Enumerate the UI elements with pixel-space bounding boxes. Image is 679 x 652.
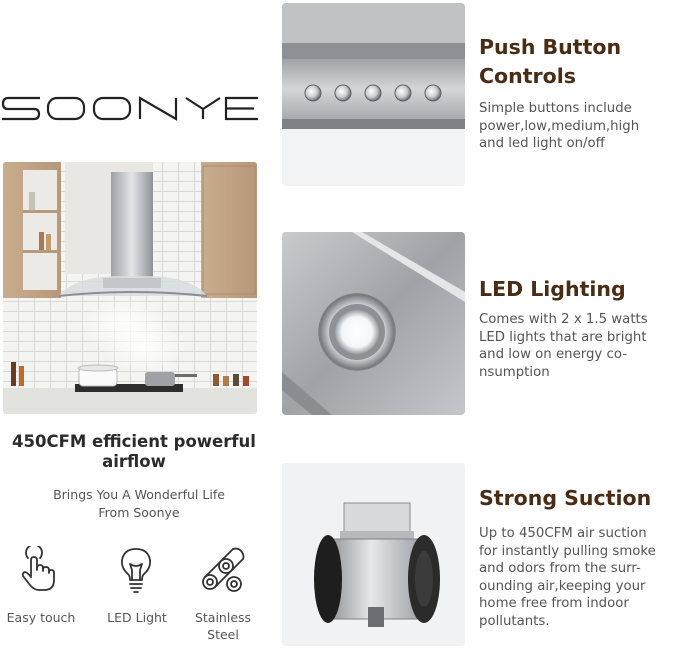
- badge-easy-touch: [0, 609, 82, 626]
- feature-suction-desc-line: ounding air,keeping your: [479, 578, 646, 594]
- feature-suction-desc-line: for instantly pulling smoke: [479, 543, 656, 559]
- feature-suction-title-line1: Strong Suction: [479, 486, 652, 510]
- feature-push-button-title-line1: Push Button: [479, 35, 622, 59]
- feature-led-desc: [479, 311, 679, 381]
- badge-led-light: [98, 609, 176, 626]
- badge-led-light-line1: LED Light: [107, 610, 167, 625]
- hero-tagline-line2: From Soonye: [98, 505, 180, 520]
- hero-tagline: [0, 486, 278, 522]
- hero-tagline-line1: Brings You A Wonderful Life: [53, 487, 225, 502]
- hero-headline-line1: 450CFM efficient powerful: [12, 432, 256, 451]
- hero-headline-line2: airflow: [102, 452, 166, 471]
- badge-easy-touch-line1: Easy touch: [6, 610, 76, 625]
- feature-push-button-desc-line: power,low,medium,high: [479, 118, 640, 134]
- feature-led-desc-line: LED lights that are bright: [479, 329, 647, 345]
- feature-suction-desc-line: Up to 450CFM air suction: [479, 526, 647, 541]
- soonye-logo: [0, 88, 262, 124]
- hand-touch-icon: [14, 546, 62, 594]
- feature-led-desc-line: nsumption: [479, 364, 550, 380]
- badge-stainless-steel-line2: Steel: [207, 627, 239, 642]
- feature-suction-title: [479, 484, 679, 513]
- feature-push-button-title-line2: Controls: [479, 64, 576, 88]
- feature-push-button-desc-line: and led light on/off: [479, 136, 605, 151]
- feature-suction-desc-line: pollutants.: [479, 613, 550, 629]
- suction-motor-photo: [282, 463, 465, 646]
- steel-pipes-icon: [198, 546, 246, 594]
- feature-push-button-title: [479, 33, 679, 91]
- feature-led-title: [479, 275, 679, 304]
- feature-push-button-desc: [479, 100, 679, 153]
- push-button-panel-photo: [282, 3, 465, 186]
- feature-suction-desc-line: home free from indoor: [479, 596, 629, 611]
- lightbulb-icon: [112, 546, 160, 594]
- badge-stainless-steel-line1: Stainless: [194, 610, 252, 625]
- kitchen-range-hood-photo: [3, 162, 257, 414]
- feature-suction-desc-line: and odors from the surr-: [479, 561, 641, 576]
- badge-stainless-steel: [186, 609, 260, 643]
- feature-led-desc-line: Comes with 2 x 1.5 watts: [479, 312, 648, 327]
- feature-suction-desc: [479, 525, 679, 630]
- feature-led-desc-line: and low on energy co-: [479, 347, 628, 362]
- led-light-photo: [282, 232, 465, 415]
- feature-led-title-line1: LED Lighting: [479, 277, 626, 301]
- feature-push-button-desc-line: Simple buttons include: [479, 101, 632, 116]
- hero-headline: [0, 432, 268, 472]
